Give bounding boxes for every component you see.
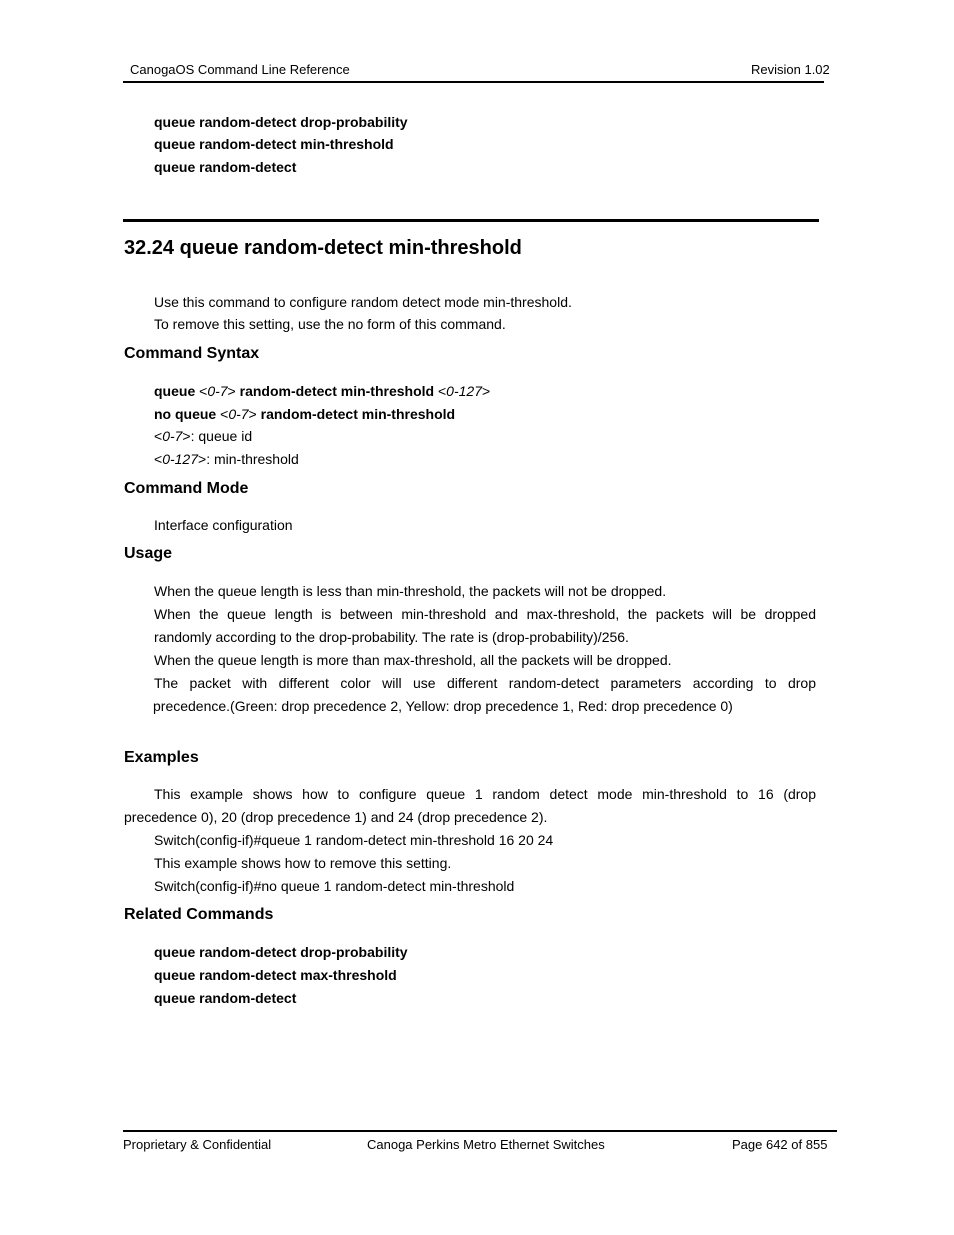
syntax-param-2: <0-127>: min-threshold	[154, 451, 299, 467]
examples-line-1b: precedence 0), 20 (drop precedence 1) and 24 (drop precedence 2).	[124, 809, 548, 825]
top-related-command-2: queue random-detect min-threshold	[154, 136, 394, 152]
syntax-keyword: queue	[154, 383, 196, 399]
syntax-keyword: no queue	[154, 406, 217, 422]
related-commands-heading: Related Commands	[124, 906, 274, 923]
examples-line-1a: This example shows how to configure queue 1 random detect mode min-threshold to 16 (drop	[154, 786, 816, 802]
header-divider	[123, 81, 824, 83]
param-desc: : min-threshold	[206, 451, 299, 467]
param-desc: : queue id	[190, 428, 253, 444]
related-command-2: queue random-detect max-threshold	[154, 967, 397, 983]
examples-line-2: This example shows how to remove this setting.	[154, 855, 452, 871]
param-name: 0-7	[162, 428, 183, 444]
syntax-line-1: queue <0-7> random-detect min-threshold <0-127>	[154, 383, 491, 399]
intro-line-1: Use this command to configure random detect mode min-threshold.	[154, 294, 572, 310]
usage-line-4a: The packet with different color will use different random-detect parameters according to drop	[154, 675, 816, 691]
syntax-line-2: no queue <0-7> random-detect min-threshold	[154, 406, 456, 422]
syntax-argument: 0-127	[446, 383, 482, 399]
usage-line-2a: When the queue length is between min-threshold and max-threshold, the packets will be dropped	[154, 606, 816, 622]
footer-page-number: Page 642 of 855	[732, 1137, 828, 1152]
examples-heading: Examples	[124, 749, 199, 766]
usage-line-3: When the queue length is more than max-threshold, all the packets will be dropped.	[154, 652, 672, 668]
syntax-argument: 0-7	[228, 406, 249, 422]
usage-line-1: When the queue length is less than min-threshold, the packets will not be dropped.	[154, 583, 667, 599]
related-command-1: queue random-detect drop-probability	[154, 944, 408, 960]
intro-line-2: To remove this setting, use the no form of this command.	[154, 316, 506, 332]
footer-confidential: Proprietary & Confidential	[123, 1137, 272, 1152]
syntax-keyword: random-detect min-threshold	[260, 406, 456, 422]
examples-command-2: Switch(config-if)#no queue 1 random-detect min-threshold	[154, 878, 515, 894]
command-mode-text: Interface configuration	[154, 517, 293, 533]
examples-command-1: Switch(config-if)#queue 1 random-detect min-threshold 16 20 24	[154, 832, 554, 848]
syntax-keyword: random-detect min-threshold	[239, 383, 435, 399]
command-mode-heading: Command Mode	[124, 480, 249, 497]
section-divider	[123, 219, 819, 222]
command-syntax-heading: Command Syntax	[124, 345, 260, 362]
footer-company: Canoga Perkins Metro Ethernet Switches	[367, 1137, 605, 1152]
usage-heading: Usage	[124, 545, 173, 562]
param-name: 0-127	[162, 451, 198, 467]
related-command-3: queue random-detect	[154, 990, 297, 1006]
top-related-command-3: queue random-detect	[154, 159, 297, 175]
footer-divider	[123, 1130, 837, 1132]
section-title: 32.24 queue random-detect min-threshold	[124, 237, 522, 259]
top-related-command-1: queue random-detect drop-probability	[154, 114, 408, 130]
syntax-argument: 0-7	[207, 383, 228, 399]
syntax-param-1: <0-7>: queue id	[154, 428, 253, 444]
usage-line-4b: precedence.(Green: drop precedence 2, Yellow: drop precedence 1, Red: drop precedence 0)	[153, 698, 733, 714]
header-revision: Revision 1.02	[751, 62, 830, 77]
usage-line-2b: randomly according to the drop-probability. The rate is (drop-probability)/256.	[154, 629, 629, 645]
header-doc-title: CanogaOS Command Line Reference	[130, 62, 350, 77]
